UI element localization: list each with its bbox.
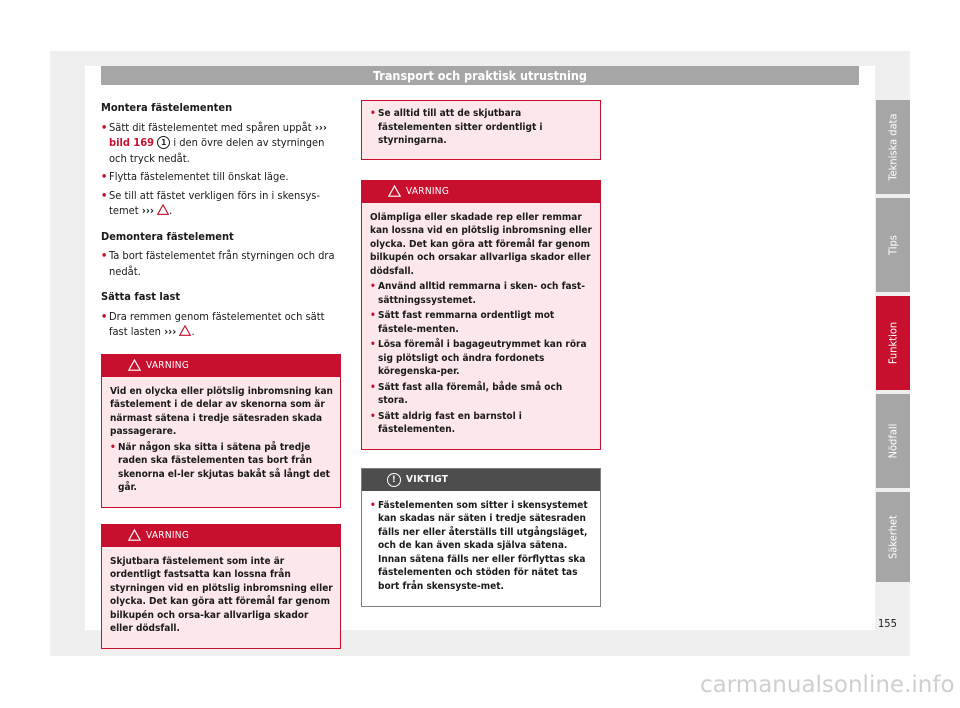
bullet-icon: • — [370, 499, 376, 511]
warning-triangle-icon — [128, 359, 141, 371]
warning-header: VARNING — [362, 181, 600, 203]
list-item: • Använd alltid remmarna i sken- och fast-sättningssystemet. — [370, 281, 585, 306]
callout-number: 1 — [157, 136, 170, 149]
warning-body: Vid en olycka eller plötslig inbromsning kan fästelement i de delar av skenorna som är närmast sätena i tredje sätesraden skada passagerare. • När någon ska sitta i sätena på tredje raden ska fästelementen tas bort från skenorna el-ler skjutas bakåt så långt det går. — [102, 377, 340, 507]
bullet-icon: • — [110, 441, 116, 453]
tab-tekniska-data[interactable]: Tekniska data — [876, 100, 910, 194]
bullet-icon: • — [370, 281, 376, 292]
bullet-icon: • — [101, 309, 108, 323]
tab-sakerhet[interactable]: Säkerhet — [876, 492, 910, 582]
list-item: • Sätt dit fästelementet med spåren uppåt ››› bild 169 1 i den övre delen av styrningen och tryck nedåt. — [101, 120, 327, 165]
bullet-icon: • — [370, 310, 376, 321]
warning-body: Olämpliga eller skadade rep eller remmar kan lossna vid en plötslig inbromsning eller olycka. Det kan göra att föremål far genom bilkupén och orsakar allvarliga skador eller dödsfall. • Använd alltid remmarna i sken- och fast-sättningssystemet. • Sätt fast remmarna ordentligt mot fästele-menten. • Lösa föremål i bagageutrymmet kan röra sig plötsligt och ändra fordonets köregenska-per. • Sätt fast alla föremål, både små och stora. • Sätt aldrig fast en barnstol i fästelementen. — [362, 203, 600, 449]
notice-box — [361, 468, 601, 608]
warning-header: VARNING — [102, 525, 340, 547]
warning-continuation-box — [361, 100, 601, 160]
tab-tips[interactable]: Tips — [876, 198, 910, 292]
bullet-icon: • — [101, 120, 108, 134]
warning-triangle-icon — [128, 529, 141, 541]
list-item: • Se alltid till att de skjutbara fästelementen sitter ordentligt i styrningarna. — [370, 108, 543, 146]
list-item: • När någon ska sitta i sätena på tredje raden ska fästelementen tas bort från skenorna el-ler skjutas bakåt så långt det går. — [110, 441, 330, 493]
bullet-icon: • — [101, 249, 108, 262]
warning-triangle-icon — [157, 204, 169, 215]
info-icon: ! — [387, 473, 401, 487]
notice-header: ! VIKTIGT — [362, 469, 600, 491]
list-item: • Flytta fästelementet till önskat läge. — [101, 170, 289, 183]
warning-box — [101, 524, 341, 649]
tab-funktion[interactable]: Funktion — [876, 296, 910, 390]
page-header: Transport och praktisk utrustning — [101, 66, 859, 85]
warning-header: VARNING — [102, 355, 340, 377]
notice-body — [362, 491, 600, 607]
arrow-ref-icon: ››› — [314, 120, 327, 134]
list-item: • Fästelementen som sitter i skensystemet kan skadas när säten i tredje sätesraden fälls ner eller återställs till utgångsläget, och de kan även skada själva sätena. Innan sätena fälls ner eller förflyttas ska fästelementen och stöden för nätet tas bort från skensyste-met. — [370, 499, 588, 592]
bullet-icon: • — [370, 410, 376, 422]
list-item: • Sätt fast remmarna ordentligt mot fästele-menten. — [370, 310, 555, 335]
list-item: • Sätt aldrig fast en barnstol i fästelementen. — [370, 410, 522, 435]
warning-body: Skjutbara fästelement som inte är ordentligt fastsatta kan lossna från styrningen vid en plötslig inbromsning eller olycka. Det kan göra att föremål far genom bilkupén och orsa-kar allvarliga skador eller dödsfall. — [102, 547, 340, 648]
list-item: • Dra remmen genom fästelementet och sätt fast lasten ››› . — [101, 309, 325, 338]
warning-box — [101, 354, 341, 508]
bullet-icon: • — [370, 381, 376, 393]
bullet-icon: • — [101, 170, 108, 183]
bullet-icon: • — [101, 188, 108, 202]
list-item: • Sätt fast alla föremål, både små och stora. — [370, 381, 563, 406]
bullet-icon: • — [370, 108, 376, 119]
watermark: carmanualsonline.info — [700, 672, 955, 698]
heading-demount: Demontera fästelement — [101, 229, 234, 243]
arrow-ref-icon: ››› — [141, 204, 154, 217]
warning-box — [361, 180, 601, 450]
list-item: • Ta bort fästelementet från styrningen och dra nedåt. — [101, 249, 335, 278]
figure-link[interactable]: bild 169 — [109, 136, 155, 149]
list-item: • Lösa föremål i bagageutrymmet kan röra sig plötsligt och ändra fordonets köregenska-per. — [370, 339, 587, 377]
left-column — [101, 100, 341, 649]
warning-triangle-icon — [179, 325, 191, 336]
heading-load: Sätta fast last — [101, 290, 181, 303]
arrow-ref-icon: ››› — [164, 325, 177, 338]
right-column — [361, 100, 601, 607]
warning-triangle-icon — [388, 185, 401, 197]
page-number: 155 — [878, 617, 897, 630]
list-item: • Se till att fästet verkligen förs in i skensys-temet ››› . — [101, 188, 321, 217]
tab-nodfall[interactable]: Nödfall — [876, 394, 910, 488]
bullet-icon: • — [370, 339, 376, 350]
heading-mount: Montera fästelementen — [101, 101, 233, 114]
